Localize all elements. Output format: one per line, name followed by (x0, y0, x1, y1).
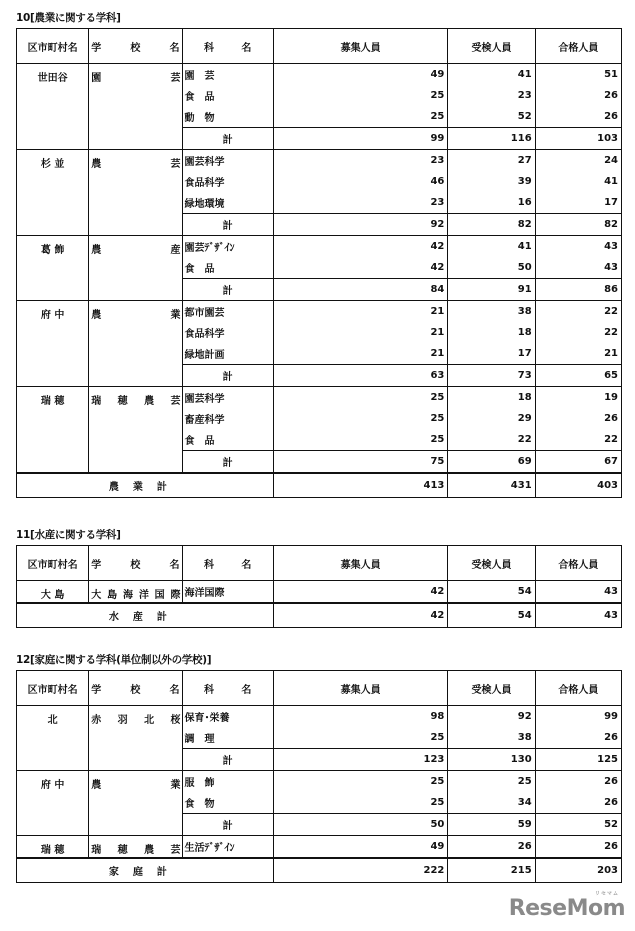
school-name-char: 芸 (170, 396, 181, 407)
passed-cell: 51 (535, 64, 621, 86)
recruitment-cell: 25 (273, 771, 448, 793)
school-name-char: 農 (91, 245, 102, 256)
school-name-cell (89, 581, 182, 604)
admissions-table (16, 545, 622, 628)
municipality-cell: 大 島 (17, 581, 89, 604)
header-recruitment: 募集人員 (273, 546, 448, 581)
section-title: 10[農業に関する学科] (16, 12, 121, 24)
applicants-cell: 54 (448, 581, 535, 604)
header-recruitment: 募集人員 (273, 29, 448, 64)
subtotal-passed: 82 (535, 214, 621, 236)
school-name-char: 桜 (170, 715, 181, 726)
school-name-char: 国 (154, 590, 165, 601)
recruitment-cell: 21 (273, 301, 448, 323)
recruitment-cell: 25 (273, 792, 448, 814)
logo-ruby: リセマム (595, 891, 619, 897)
department-cell: 園芸科学 (182, 150, 273, 172)
recruitment-cell: 49 (273, 836, 448, 859)
department-cell: 海洋国際 (182, 581, 273, 604)
passed-cell: 43 (535, 581, 621, 604)
header-recruitment: 募集人員 (273, 671, 448, 706)
header-applicants: 受検人員 (448, 29, 535, 64)
school-name-char: 瑞 (91, 396, 102, 407)
admissions-table (16, 670, 622, 883)
applicants-cell: 92 (448, 706, 535, 728)
header-department: 科 名 (182, 671, 273, 706)
recruitment-cell: 25 (273, 106, 448, 128)
school-name-cell (89, 64, 182, 150)
header-school-char: 学 (91, 559, 102, 571)
passed-cell: 17 (535, 192, 621, 214)
applicants-cell: 22 (448, 429, 535, 451)
passed-cell: 19 (535, 387, 621, 409)
header-passed: 合格人員 (535, 29, 621, 64)
department-cell: 食 品 (182, 429, 273, 451)
grand-total-passed: 43 (535, 603, 621, 628)
header-municipality: 区市町村名 (17, 671, 89, 706)
table-header-row (17, 671, 622, 706)
applicants-cell: 16 (448, 192, 535, 214)
applicants-cell: 17 (448, 343, 535, 365)
applicants-cell: 38 (448, 727, 535, 749)
recruitment-cell: 21 (273, 343, 448, 365)
table-row (17, 301, 622, 323)
department-cell: 食 品 (182, 85, 273, 106)
municipality-cell: 府 中 (17, 771, 89, 836)
school-name-char: 島 (107, 590, 118, 601)
passed-cell: 99 (535, 706, 621, 728)
recruitment-cell: 23 (273, 150, 448, 172)
department-cell: 緑地計画 (182, 343, 273, 365)
school-name-char: 芸 (170, 159, 181, 170)
subtotal-recruitment: 99 (273, 128, 448, 150)
school-name-char: 瑞 (91, 845, 102, 856)
passed-cell: 26 (535, 771, 621, 793)
subtotal-recruitment: 50 (273, 814, 448, 836)
applicants-cell: 34 (448, 792, 535, 814)
passed-cell: 22 (535, 322, 621, 343)
grand-total-applicants: 54 (448, 603, 535, 628)
table-row (17, 150, 622, 172)
subtotal-label: 計 (182, 128, 273, 150)
table-row (17, 64, 622, 86)
grand-total-label: 水産計 (17, 603, 274, 628)
school-name-char: 羽 (117, 715, 128, 726)
passed-cell: 26 (535, 408, 621, 429)
subtotal-applicants: 91 (448, 279, 535, 301)
header-applicants: 受検人員 (448, 671, 535, 706)
school-name-char: 洋 (138, 590, 149, 601)
subtotal-applicants: 116 (448, 128, 535, 150)
header-passed: 合格人員 (535, 546, 621, 581)
passed-cell: 22 (535, 301, 621, 323)
municipality-cell: 葛 飾 (17, 236, 89, 301)
school-name-cell (89, 771, 182, 836)
subtotal-passed: 65 (535, 365, 621, 387)
logo-text: ReseMom (508, 896, 625, 921)
school-name-char: 赤 (91, 715, 102, 726)
subtotal-label: 計 (182, 365, 273, 387)
subtotal-label: 計 (182, 814, 273, 836)
subtotal-applicants: 59 (448, 814, 535, 836)
applicants-cell: 38 (448, 301, 535, 323)
school-name-char: 業 (170, 780, 181, 791)
subtotal-recruitment: 63 (273, 365, 448, 387)
header-school-char: 校 (130, 559, 141, 571)
school-name-cell (89, 236, 182, 301)
passed-cell: 41 (535, 171, 621, 192)
department-cell: 服 飾 (182, 771, 273, 793)
subtotal-passed: 125 (535, 749, 621, 771)
school-name-char: 農 (144, 396, 155, 407)
section-title: 12[家庭に関する学科(単位制以外の学校)] (16, 654, 212, 666)
table-row (17, 387, 622, 409)
department-cell: 園 芸 (182, 64, 273, 86)
applicants-cell: 27 (448, 150, 535, 172)
recruitment-cell: 42 (273, 236, 448, 258)
department-cell: 調 理 (182, 727, 273, 749)
header-school-char: 校 (130, 684, 141, 696)
grand-total-applicants: 431 (448, 473, 535, 498)
grand-total-passed: 403 (535, 473, 621, 498)
passed-cell: 24 (535, 150, 621, 172)
subtotal-applicants: 130 (448, 749, 535, 771)
department-cell: 食品科学 (182, 322, 273, 343)
subtotal-label: 計 (182, 451, 273, 474)
passed-cell: 43 (535, 236, 621, 258)
applicants-cell: 50 (448, 257, 535, 279)
municipality-cell: 北 (17, 706, 89, 771)
department-cell: 緑地環境 (182, 192, 273, 214)
grand-total-recruitment: 222 (273, 858, 448, 883)
passed-cell: 26 (535, 792, 621, 814)
header-applicants: 受検人員 (448, 546, 535, 581)
header-department: 科 名 (182, 29, 273, 64)
recruitment-cell: 42 (273, 581, 448, 604)
department-cell: 園芸科学 (182, 387, 273, 409)
department-cell: 園芸ﾃﾞｻﾞｲﾝ (182, 236, 273, 258)
applicants-cell: 41 (448, 236, 535, 258)
subtotal-recruitment: 92 (273, 214, 448, 236)
subtotal-passed: 52 (535, 814, 621, 836)
grand-total-label: 農業計 (17, 473, 274, 498)
table-row (17, 771, 622, 793)
school-name-char: 際 (170, 590, 181, 601)
department-cell: 保育･栄養 (182, 706, 273, 728)
header-school (89, 29, 182, 64)
grand-total-label: 家庭計 (17, 858, 274, 883)
municipality-cell: 世田谷 (17, 64, 89, 150)
municipality-cell: 瑞 穂 (17, 836, 89, 859)
subtotal-recruitment: 84 (273, 279, 448, 301)
applicants-cell: 23 (448, 85, 535, 106)
department-cell: 食品科学 (182, 171, 273, 192)
department-cell: 畜産科学 (182, 408, 273, 429)
header-school-char: 学 (91, 42, 102, 54)
recruitment-cell: 21 (273, 322, 448, 343)
recruitment-cell: 25 (273, 408, 448, 429)
grand-total-applicants: 215 (448, 858, 535, 883)
header-school-char: 学 (91, 684, 102, 696)
department-cell: 生活ﾃﾞｻﾞｲﾝ (182, 836, 273, 859)
header-school-char: 名 (169, 42, 180, 54)
department-cell: 都市園芸 (182, 301, 273, 323)
department-cell: 食 物 (182, 792, 273, 814)
applicants-cell: 39 (448, 171, 535, 192)
resemom-logo (508, 891, 625, 921)
table-row (17, 836, 622, 859)
subtotal-passed: 103 (535, 128, 621, 150)
school-name-char: 大 (91, 590, 102, 601)
recruitment-cell: 25 (273, 85, 448, 106)
subtotal-applicants: 69 (448, 451, 535, 474)
header-school (89, 671, 182, 706)
header-school (89, 546, 182, 581)
applicants-cell: 52 (448, 106, 535, 128)
recruitment-cell: 23 (273, 192, 448, 214)
school-name-char: 農 (144, 845, 155, 856)
subtotal-label: 計 (182, 749, 273, 771)
header-passed: 合格人員 (535, 671, 621, 706)
table-header-row (17, 29, 622, 64)
school-name-char: 芸 (170, 73, 181, 84)
recruitment-cell: 49 (273, 64, 448, 86)
municipality-cell: 府 中 (17, 301, 89, 387)
subtotal-applicants: 73 (448, 365, 535, 387)
school-name-char: 海 (122, 590, 133, 601)
recruitment-cell: 98 (273, 706, 448, 728)
school-name-cell (89, 836, 182, 859)
header-municipality: 区市町村名 (17, 29, 89, 64)
school-name-cell (89, 150, 182, 236)
school-name-char: 農 (91, 159, 102, 170)
grand-total-passed: 203 (535, 858, 621, 883)
recruitment-cell: 46 (273, 171, 448, 192)
school-name-cell (89, 706, 182, 771)
passed-cell: 26 (535, 836, 621, 859)
table-row (17, 706, 622, 728)
passed-cell: 26 (535, 106, 621, 128)
school-name-cell (89, 301, 182, 387)
header-school-char: 校 (130, 42, 141, 54)
grand-total-recruitment: 42 (273, 603, 448, 628)
grand-total-row (17, 603, 622, 628)
recruitment-cell: 42 (273, 257, 448, 279)
subtotal-applicants: 82 (448, 214, 535, 236)
municipality-cell: 瑞 穂 (17, 387, 89, 474)
subtotal-label: 計 (182, 279, 273, 301)
subtotal-recruitment: 75 (273, 451, 448, 474)
applicants-cell: 29 (448, 408, 535, 429)
table-header-row (17, 546, 622, 581)
municipality-cell: 杉 並 (17, 150, 89, 236)
school-name-char: 穂 (117, 396, 128, 407)
passed-cell: 26 (535, 85, 621, 106)
applicants-cell: 18 (448, 387, 535, 409)
passed-cell: 43 (535, 257, 621, 279)
school-name-char: 業 (170, 310, 181, 321)
passed-cell: 21 (535, 343, 621, 365)
department-cell: 食 品 (182, 257, 273, 279)
subtotal-passed: 86 (535, 279, 621, 301)
applicants-cell: 18 (448, 322, 535, 343)
grand-total-row (17, 858, 622, 883)
table-row (17, 236, 622, 258)
subtotal-recruitment: 123 (273, 749, 448, 771)
passed-cell: 26 (535, 727, 621, 749)
school-name-char: 芸 (170, 845, 181, 856)
table-row (17, 581, 622, 604)
recruitment-cell: 25 (273, 387, 448, 409)
school-name-cell (89, 387, 182, 474)
grand-total-recruitment: 413 (273, 473, 448, 498)
school-name-char: 北 (144, 715, 155, 726)
department-cell: 動 物 (182, 106, 273, 128)
recruitment-cell: 25 (273, 429, 448, 451)
passed-cell: 22 (535, 429, 621, 451)
school-name-char: 農 (91, 310, 102, 321)
header-municipality: 区市町村名 (17, 546, 89, 581)
grand-total-row (17, 473, 622, 498)
school-name-char: 園 (91, 73, 102, 84)
applicants-cell: 26 (448, 836, 535, 859)
school-name-char: 穂 (117, 845, 128, 856)
school-name-char: 産 (170, 245, 181, 256)
section-title: 11[水産に関する学科] (16, 529, 121, 541)
admissions-table (16, 28, 622, 498)
applicants-cell: 25 (448, 771, 535, 793)
header-department: 科 名 (182, 546, 273, 581)
subtotal-label: 計 (182, 214, 273, 236)
recruitment-cell: 25 (273, 727, 448, 749)
header-school-char: 名 (169, 684, 180, 696)
school-name-char: 農 (91, 780, 102, 791)
subtotal-passed: 67 (535, 451, 621, 474)
applicants-cell: 41 (448, 64, 535, 86)
header-school-char: 名 (169, 559, 180, 571)
